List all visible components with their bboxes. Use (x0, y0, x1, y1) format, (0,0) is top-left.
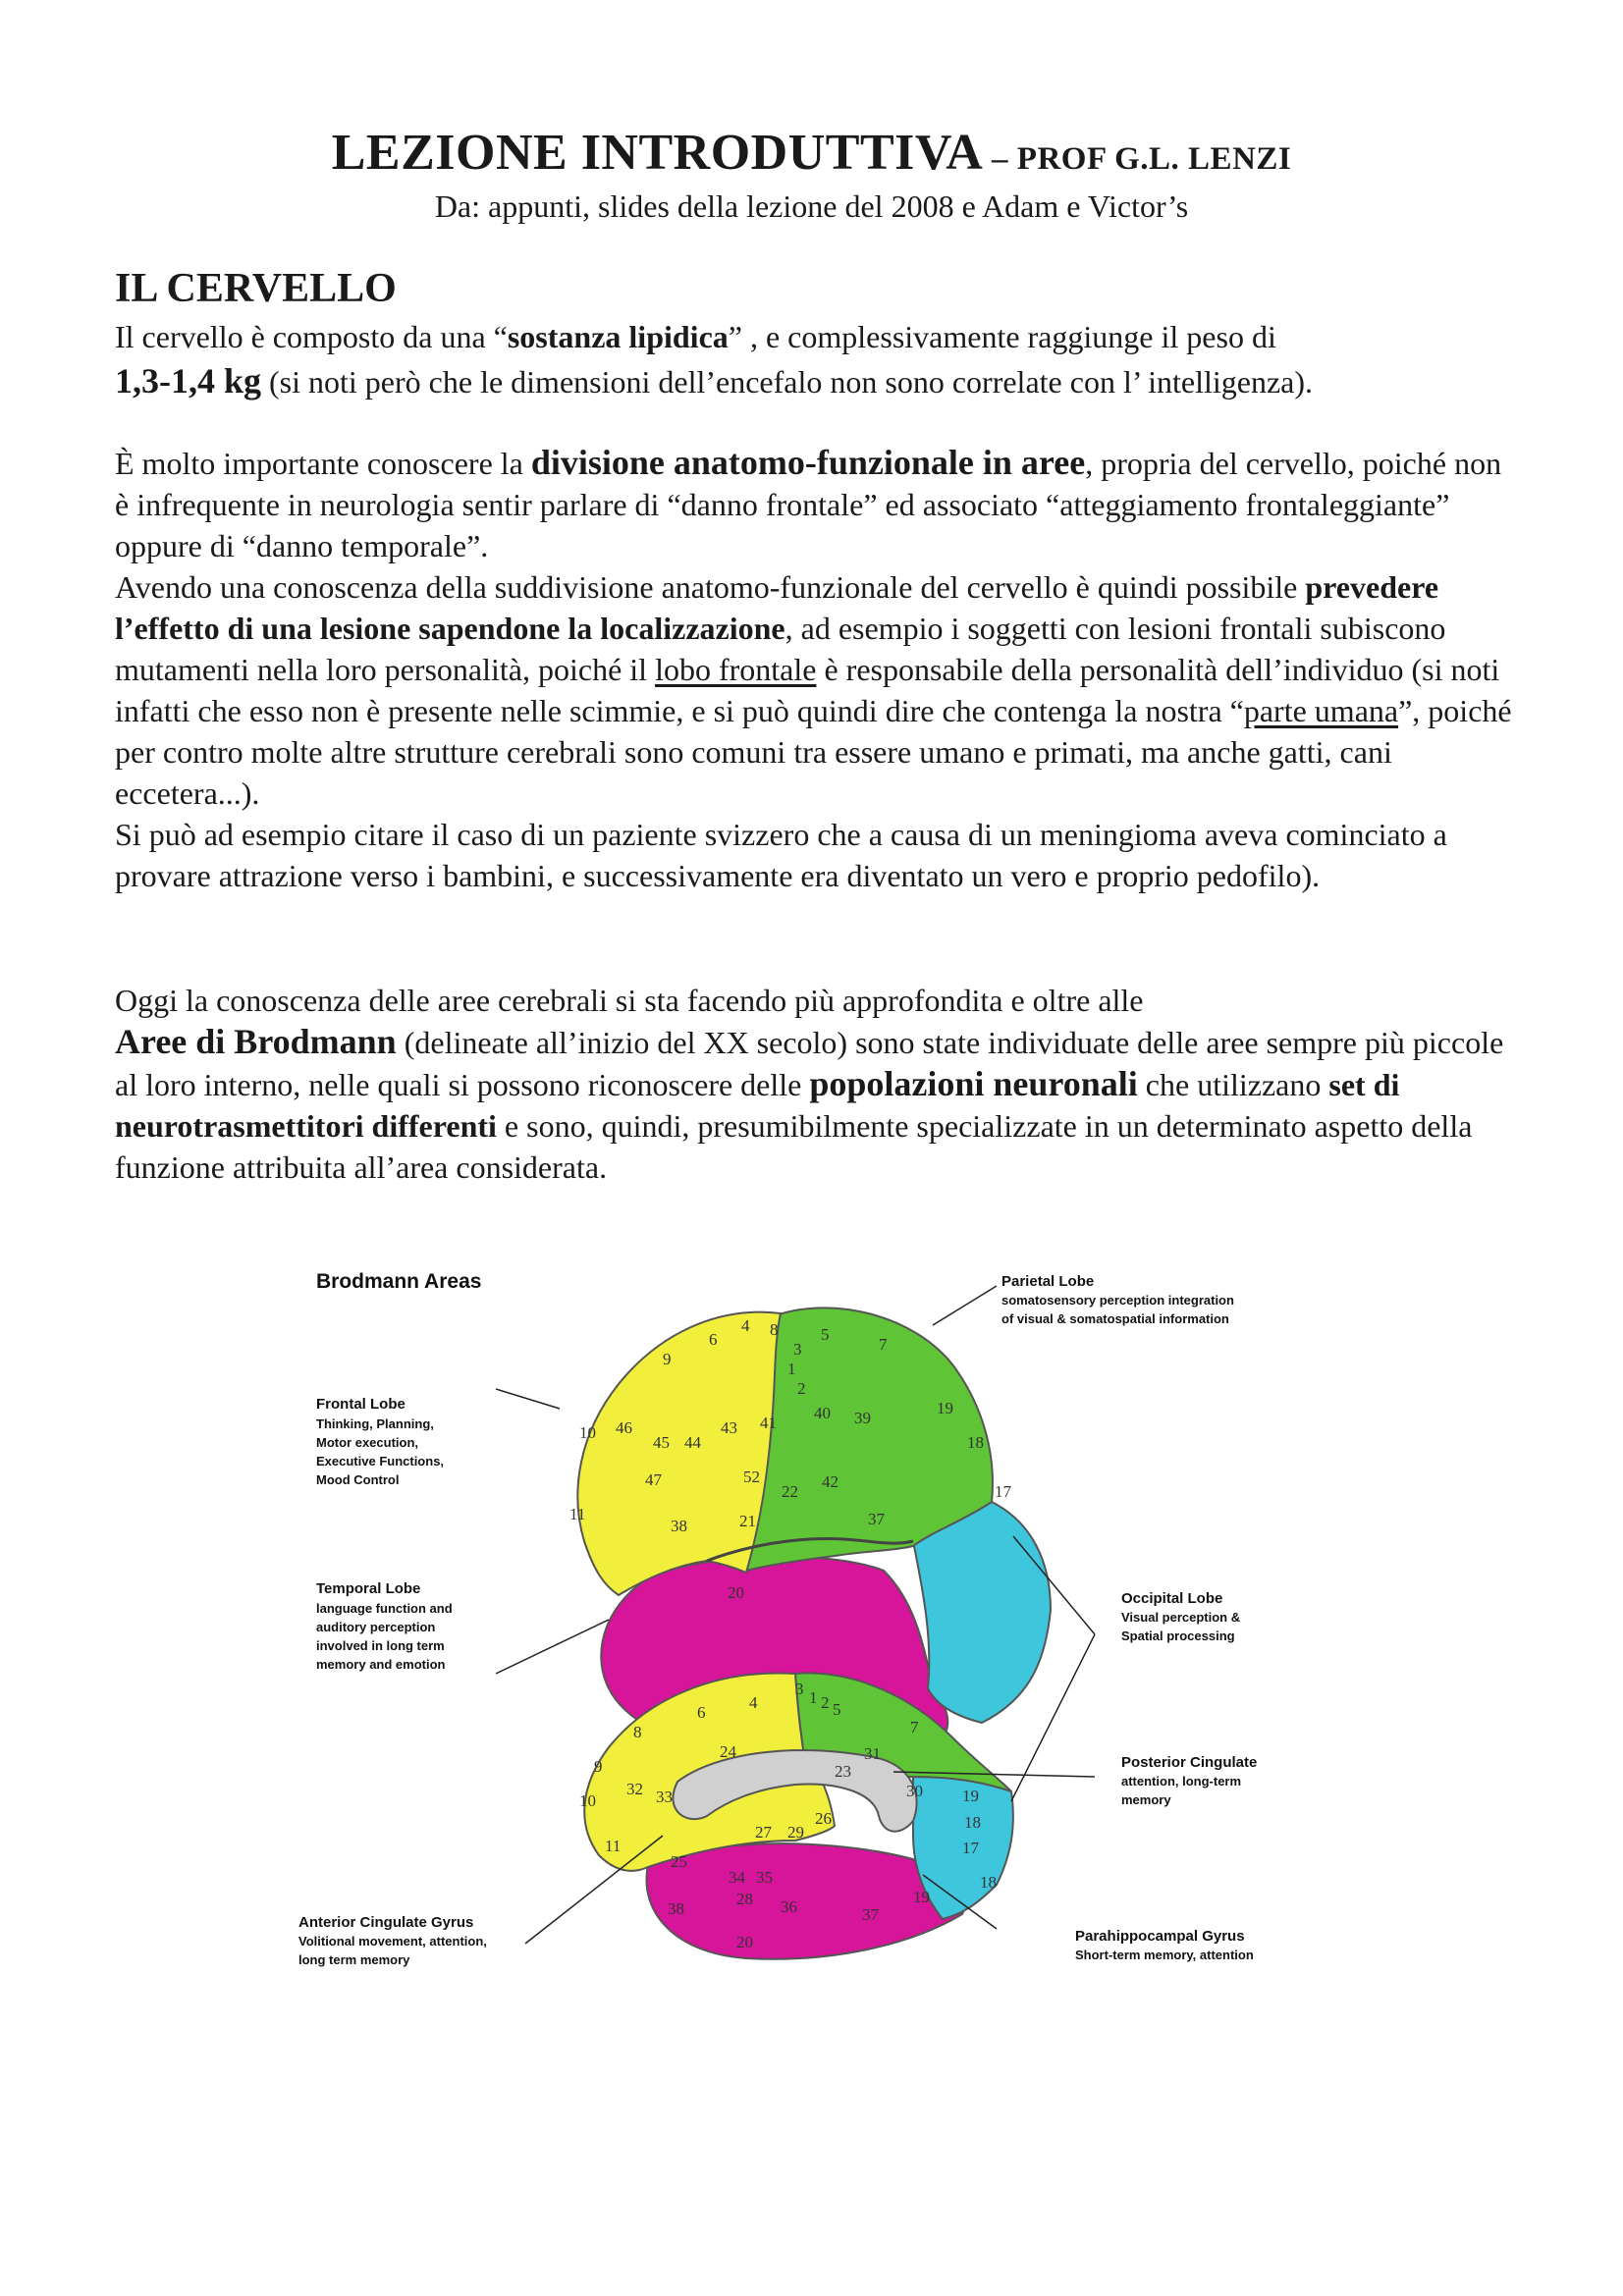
label-anterior-cingulate (298, 1914, 487, 1967)
p2-bold-prevedere: prevedere l’effetto di una lesione sapendone la localizzazione (115, 569, 1439, 646)
occipital-lobe-desc: Visual perception & (1121, 1610, 1241, 1625)
parietal-pointer (933, 1286, 997, 1325)
medial-area-number: 32 (626, 1780, 643, 1798)
frontal-lobe-name: Frontal Lobe (316, 1396, 406, 1413)
anterior-cingulate-name: Anterior Cingulate Gyrus (298, 1914, 474, 1931)
p2-text-3: Avendo una conoscenza della suddivisione anatomo-funzionale del cervello è quindi possibile (115, 569, 1306, 605)
label-frontal-lobe (316, 1396, 444, 1487)
posterior-cingulate-desc: attention, long-term (1121, 1774, 1242, 1789)
lateral-area-number: 37 (868, 1510, 885, 1528)
title-main: LEZIONE INTRODUTTIVA (331, 125, 984, 181)
medial-area-number: 30 (906, 1782, 923, 1800)
frontal-lobe-desc: Thinking, Planning, (316, 1416, 434, 1431)
p3-bold-neurotransmitters: set di neurotrasmettitori differenti (115, 1067, 1400, 1144)
frontal-pointer (496, 1389, 560, 1409)
lateral-occipital-region (913, 1502, 1051, 1723)
lateral-area-number: 19 (937, 1399, 953, 1417)
p3-text-4: e sono, quindi, presumibilmente specializzate in un determinato aspetto della funzione attribuita all’area considerata. (115, 1108, 1473, 1185)
lateral-area-number: 40 (814, 1404, 831, 1422)
medial-area-number: 6 (697, 1703, 706, 1722)
p2-text-7: Si può ad esempio citare il caso di un paziente svizzero che a causa di un meningioma aveva cominciato a provare attrazione verso i bambini, e successivamente era diventato un vero e proprio pedofilo). (115, 817, 1447, 893)
medial-area-number: 11 (605, 1837, 622, 1855)
lateral-area-number: 41 (760, 1414, 777, 1432)
p1-bold-weight: 1,3-1,4 kg (115, 361, 262, 400)
paragraph-2 (115, 442, 1519, 896)
lateral-area-number: 20 (728, 1583, 744, 1602)
medial-area-number: 7 (910, 1718, 919, 1736)
lateral-area-number: 44 (684, 1433, 701, 1452)
medial-area-number: 35 (756, 1868, 773, 1887)
lateral-area-number: 10 (579, 1423, 596, 1442)
medial-area-number: 18 (980, 1873, 997, 1892)
lateral-area-number: 7 (879, 1335, 888, 1354)
medial-area-number: 33 (656, 1788, 673, 1806)
label-occipital-lobe (1121, 1590, 1240, 1643)
temporal-lobe-desc: auditory perception (316, 1620, 436, 1634)
p1-bold-lipidic: sostanza lipidica (507, 319, 729, 354)
medial-area-number: 10 (579, 1791, 596, 1810)
title-suffix: – PROF G.L. LENZI (983, 141, 1292, 177)
parietal-lobe-desc: of visual & somatospatial information (1001, 1311, 1229, 1326)
lateral-area-number: 1 (787, 1360, 796, 1378)
figure-title: Brodmann Areas (316, 1270, 482, 1293)
paragraph-3 (115, 980, 1519, 1188)
lateral-area-number: 4 (741, 1316, 750, 1335)
medial-area-number: 25 (671, 1852, 687, 1871)
lateral-area-number: 5 (821, 1325, 830, 1344)
p2-text-1: È molto importante conoscere la (115, 446, 531, 481)
lateral-area-number: 8 (770, 1320, 779, 1339)
lateral-area-number: 2 (797, 1379, 806, 1398)
medial-area-number: 34 (729, 1868, 745, 1887)
anterior-cingulate-pointer (525, 1836, 663, 1944)
p3-bold-brodmann: Aree di Brodmann (115, 1022, 397, 1061)
lateral-area-number: 43 (721, 1418, 737, 1437)
temporal-lobe-desc: involved in long term (316, 1638, 445, 1653)
medial-area-number: 18 (964, 1813, 981, 1832)
lateral-area-number: 3 (793, 1340, 802, 1359)
label-parahippocampal (1075, 1928, 1254, 1962)
medial-area-number: 3 (795, 1680, 804, 1698)
p2-underline-frontal-lobe: lobo frontale (655, 652, 817, 687)
anterior-cingulate-desc: Volitional movement, attention, (298, 1934, 487, 1949)
medial-area-number: 29 (787, 1823, 804, 1842)
medial-area-number: 23 (835, 1762, 851, 1781)
lateral-area-number: 22 (782, 1482, 798, 1501)
p1-text-3: (si noti però che le dimensioni dell’encefalo non sono correlate con l’ intelligenza). (261, 364, 1314, 400)
p3-text-1: Oggi la conoscenza delle aree cerebrali si sta facendo più approfondita e oltre alle (115, 983, 1144, 1018)
lateral-area-number: 52 (743, 1468, 760, 1486)
lateral-frontal-region (577, 1312, 781, 1595)
parietal-lobe-desc: somatosensory perception integration (1001, 1293, 1234, 1308)
page-subtitle: Da: appunti, slides della lezione del 2008 e Adam e Victor’s (434, 188, 1189, 224)
frontal-lobe-desc: Motor execution, (316, 1435, 419, 1450)
label-parietal-lobe (1001, 1273, 1234, 1326)
medial-area-number: 38 (668, 1899, 684, 1918)
temporal-pointer (496, 1620, 609, 1674)
lateral-area-number: 11 (569, 1505, 586, 1523)
frontal-lobe-desc: Mood Control (316, 1472, 400, 1487)
p2-text-2: , propria del cervello, poiché non è infrequente in neurologia sentir parlare di “danno frontale” ed associato “atteggiamento frontaleggiante” oppure di “danno temporale”. (115, 446, 1502, 563)
temporal-lobe-name: Temporal Lobe (316, 1580, 421, 1597)
p1-text-2: ” , e complessivamente raggiunge il peso di (728, 319, 1276, 354)
p1-text-1: Il cervello è composto da una “ (115, 319, 508, 354)
lateral-area-number: 45 (653, 1433, 670, 1452)
p3-text-3: che utilizzano (1137, 1067, 1329, 1102)
parahippocampal-name: Parahippocampal Gyrus (1075, 1928, 1245, 1945)
medial-area-number: 5 (833, 1700, 841, 1719)
medial-area-number: 27 (755, 1823, 772, 1842)
occipital-lobe-name: Occipital Lobe (1121, 1590, 1223, 1607)
occipital-lobe-desc: Spatial processing (1121, 1629, 1235, 1643)
lateral-area-number: 39 (854, 1409, 871, 1427)
parahippocampal-desc: Short-term memory, attention (1075, 1948, 1254, 1962)
p2-bold-division: divisione anatomo-funzionale in aree (530, 443, 1086, 482)
medial-area-number: 9 (594, 1757, 603, 1776)
paragraph-1 (115, 316, 1519, 405)
frontal-lobe-desc: Executive Functions, (316, 1454, 445, 1468)
medial-area-number: 24 (720, 1742, 736, 1761)
medial-area-number: 4 (749, 1693, 758, 1712)
temporal-lobe-desc: memory and emotion (316, 1657, 446, 1672)
medial-area-number: 8 (633, 1723, 642, 1741)
temporal-lobe-desc: language function and (316, 1601, 453, 1616)
label-posterior-cingulate (1121, 1754, 1257, 1807)
lateral-area-number: 9 (663, 1350, 672, 1368)
lateral-area-number: 46 (616, 1418, 632, 1437)
lateral-area-number: 6 (709, 1330, 718, 1349)
p2-text-6: ”, poiché per contro molte altre strutture cerebrali sono comuni tra essere umano e primati, ma anche gatti, cani eccetera...). (115, 693, 1512, 811)
posterior-cingulate-name: Posterior Cingulate (1121, 1754, 1258, 1771)
lateral-area-number: 42 (822, 1472, 839, 1491)
medial-area-number: 2 (821, 1693, 830, 1712)
label-temporal-lobe (316, 1580, 453, 1672)
medial-area-number: 19 (913, 1888, 930, 1906)
lateral-area-number: 17 (995, 1482, 1011, 1501)
page-title (0, 124, 1623, 182)
brodmann-figure (285, 1227, 1345, 1993)
lateral-area-number: 47 (645, 1470, 662, 1489)
p3-text-2: (delineate all’inizio del XX secolo) sono state individuate delle aree sempre più piccole al loro interno, nelle quali si possono riconoscere delle (115, 1025, 1504, 1102)
parietal-lobe-name: Parietal Lobe (1001, 1273, 1095, 1290)
medial-area-number: 17 (962, 1839, 979, 1857)
p2-text-5: è responsabile della personalità dell’individuo (si noti infatti che esso non è presente nelle scimmie, e si può quindi dire che contenga la nostra “ (115, 652, 1500, 728)
medial-area-number: 20 (736, 1933, 753, 1951)
lateral-area-number: 21 (739, 1512, 756, 1530)
section-heading: IL CERVELLO (115, 266, 397, 311)
medial-area-number: 37 (862, 1905, 879, 1924)
p2-underline-human-part: parte umana (1243, 693, 1399, 728)
medial-area-number: 36 (781, 1897, 797, 1916)
lateral-area-number: 18 (967, 1433, 984, 1452)
medial-area-number: 1 (809, 1688, 818, 1707)
posterior-cingulate-desc: memory (1121, 1792, 1171, 1807)
medial-area-number: 28 (736, 1890, 753, 1908)
medial-brain (584, 1673, 1013, 1958)
medial-area-number: 26 (815, 1809, 832, 1828)
lateral-area-number: 38 (671, 1517, 687, 1535)
anterior-cingulate-desc: long term memory (298, 1952, 410, 1967)
medial-area-number: 31 (864, 1744, 881, 1763)
p2-text-4: , ad esempio i soggetti con lesioni frontali subiscono mutamenti nella loro personalità, poiché il (115, 611, 1446, 687)
medial-area-number: 19 (962, 1787, 979, 1805)
p3-bold-populations: popolazioni neuronali (809, 1064, 1138, 1103)
